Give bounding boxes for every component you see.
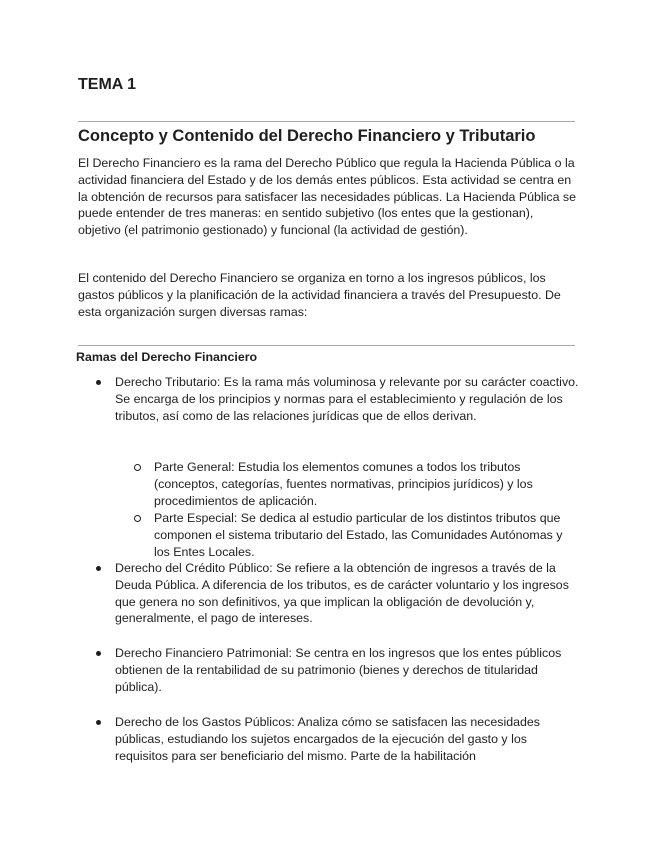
subsection-heading: Ramas del Derecho Financiero (76, 350, 258, 364)
list-item (115, 645, 580, 695)
list-item-text: Derecho Financiero Patrimonial: Se centra en los ingresos que los entes públicos obtienen de la rentabilidad de su patrimonio (bienes y derechos de titularidad pública). (115, 646, 562, 694)
bullet-icon (96, 566, 101, 571)
list-item-text: Derecho Tributario: Es la rama más voluminosa y relevante por su carácter coactivo. Se encarga de los principios y normas para el establecimiento y regulación de los tributos, así como de las relaciones jurídicas que de ellos derivan. (115, 375, 579, 423)
bullet-icon (96, 651, 101, 656)
list-item-text: Derecho del Crédito Público: Se refiere a la obtención de ingresos a través de la Deuda Pública. A diferencia de los tributos, es de carácter voluntario y los ingresos que genera no son definitivos, ya que implican la obligación de devolución y, generalmente, el pago de intereses. (115, 561, 569, 626)
sub-list-item (154, 510, 580, 560)
sub-list-item-text: Parte Especial: Se dedica al estudio particular de los distintos tributos que componen el sistema tributario del Estado, las Comunidades Autónomas y los Entes Locales. (154, 511, 563, 559)
bullet-icon (96, 380, 101, 385)
list-item-text: Derecho de los Gastos Públicos: Analiza cómo se satisfacen las necesidades públicas, estudiando los sujetos encargados de la ejecución del gasto y los requisitos para ser beneficiario del mismo. Parte de la habilitación (115, 715, 540, 763)
sub-list-item (154, 459, 580, 509)
list-item (115, 374, 580, 424)
list-item (115, 560, 580, 627)
sub-list-item-text: Parte General: Estudia los elementos comunes a todos los tributos (conceptos, categorías, fuentes normativas, principios jurídicos) y los procedimientos de aplicación. (154, 460, 533, 508)
list-item (115, 714, 580, 764)
hollow-bullet-icon (134, 515, 141, 522)
bullet-icon (96, 720, 101, 725)
horizontal-divider (78, 345, 575, 346)
paragraph: El Derecho Financiero es la rama del Derecho Público que regula la Hacienda Pública o la actividad financiera del Estado y de los demás entes públicos. Esta actividad se centra en la obtención de recursos para satisfacer las necesidades públicas. La Hacienda Pública se puede entender de tres maneras: en sentido subjetivo (los entes que la gestionan), objetivo (el patrimonio gestionado) y funcional (la actividad de gestión). (78, 156, 576, 238)
hollow-bullet-icon (134, 464, 141, 471)
horizontal-divider (78, 121, 575, 122)
section-title: Concepto y Contenido del Derecho Financiero y Tributario (78, 127, 536, 145)
chapter-heading: TEMA 1 (78, 76, 137, 93)
paragraph: El contenido del Derecho Financiero se organiza en torno a los ingresos públicos, los gastos públicos y la planificación de la actividad financiera a través del Presupuesto. De esta organización surgen diversas ramas: (78, 271, 561, 319)
